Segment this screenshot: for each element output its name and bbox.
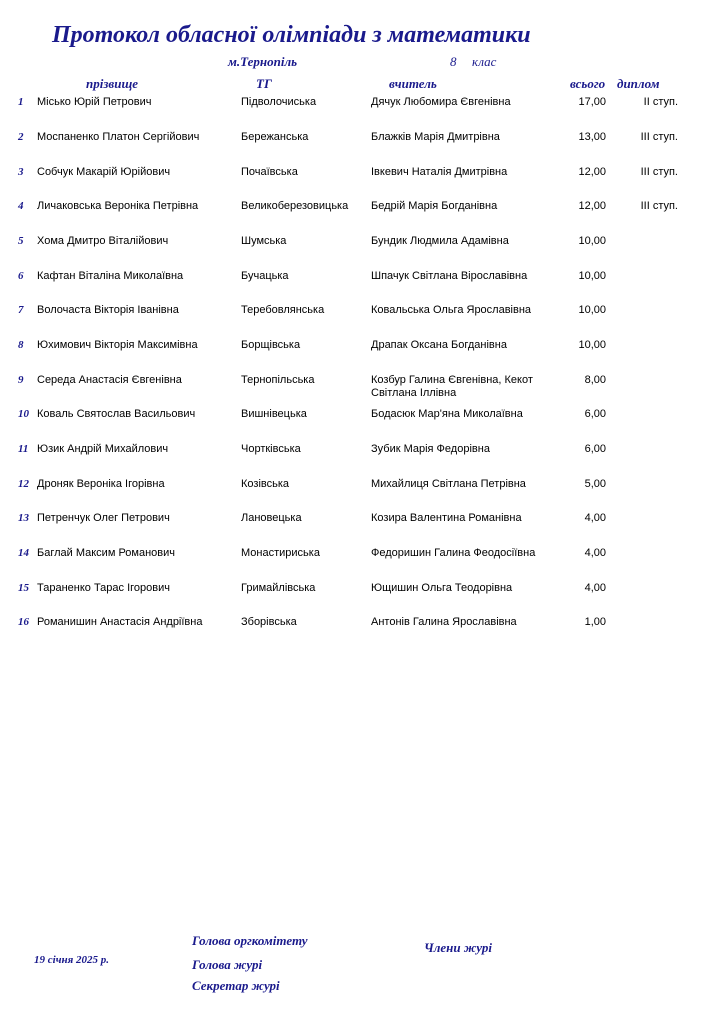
total-score: 4,00 bbox=[584, 582, 606, 594]
total-score: 6,00 bbox=[584, 443, 606, 455]
community-name: Підволочиська bbox=[241, 96, 317, 108]
teacher-name: Зубик Марія Федорівна bbox=[371, 443, 490, 455]
total-score: 1,00 bbox=[584, 616, 606, 628]
table-row bbox=[0, 166, 724, 200]
row-number: 1 bbox=[18, 96, 24, 108]
community-name: Козівська bbox=[241, 478, 290, 490]
total-score: 13,00 bbox=[578, 131, 606, 143]
city-label: м.Тернопіль bbox=[228, 54, 298, 69]
diploma-degree: ІІ ступ. bbox=[643, 96, 678, 108]
teacher-name: Шпачук Світлана Вірославівна bbox=[371, 270, 528, 282]
community-name: Вишнівецька bbox=[241, 408, 307, 420]
row-number: 14 bbox=[18, 547, 29, 559]
document-title: Протокол обласної олімпіади з математики bbox=[52, 22, 531, 48]
teacher-name: Драпак Оксана Богданівна bbox=[371, 339, 507, 351]
table-row bbox=[0, 339, 724, 373]
diploma-degree: ІІІ ступ. bbox=[640, 166, 678, 178]
teacher-name: Івкевич Наталія Дмитрівна bbox=[371, 166, 508, 178]
community-name: Шумська bbox=[241, 235, 287, 247]
total-score: 10,00 bbox=[578, 235, 606, 247]
student-name: Юхимович Вікторія Максимівна bbox=[37, 339, 198, 351]
community-name: Гримайлівська bbox=[241, 582, 316, 594]
grade-label: клас bbox=[472, 54, 497, 69]
student-name: Моспаненко Платон Сергійович bbox=[37, 131, 200, 143]
row-number: 13 bbox=[18, 512, 29, 524]
student-name: Волочаста Вікторія Іванівна bbox=[37, 304, 179, 316]
table-row bbox=[0, 235, 724, 269]
teacher-name: Бодасюк Мар'яна Миколаївна bbox=[371, 408, 523, 420]
table-row bbox=[0, 616, 724, 650]
grade-number: 8 bbox=[450, 54, 457, 69]
table-row bbox=[0, 582, 724, 616]
header-diploma: диплом bbox=[617, 76, 660, 91]
total-score: 10,00 bbox=[578, 270, 606, 282]
teacher-name: Козбур Галина Євгенівна, Кекот Світлана Іллівна bbox=[371, 374, 533, 399]
total-score: 12,00 bbox=[578, 166, 606, 178]
total-score: 10,00 bbox=[578, 339, 606, 351]
teacher-name: Блажків Марія Дмитрівна bbox=[371, 131, 500, 143]
head-jury-label: Голова журі bbox=[192, 957, 263, 972]
header-total: всього bbox=[570, 76, 606, 91]
diploma-degree: ІІІ ступ. bbox=[640, 200, 678, 212]
secretary-label: Секретар журі bbox=[192, 978, 280, 993]
table-row bbox=[0, 512, 724, 546]
table-row bbox=[0, 374, 724, 408]
row-number: 6 bbox=[18, 270, 24, 282]
community-name: Зборівська bbox=[241, 616, 297, 628]
teacher-name: Козира Валентина Романівна bbox=[371, 512, 522, 524]
total-score: 4,00 bbox=[584, 547, 606, 559]
student-name: Хома Дмитро Віталійович bbox=[37, 235, 169, 247]
row-number: 2 bbox=[18, 131, 24, 143]
header-surname: прізвище bbox=[86, 76, 139, 91]
student-name: Кафтан Віталіна Миколаївна bbox=[37, 270, 184, 282]
table-row bbox=[0, 408, 724, 442]
total-score: 5,00 bbox=[584, 478, 606, 490]
community-name: Чортківська bbox=[241, 443, 301, 455]
teacher-name: Дячук Любомира Євгенівна bbox=[371, 96, 511, 108]
student-name: Коваль Святослав Васильович bbox=[37, 408, 196, 420]
teacher-name: Бундик Людмила Адамівна bbox=[371, 235, 509, 247]
total-score: 8,00 bbox=[584, 374, 606, 386]
row-number: 8 bbox=[18, 339, 24, 351]
student-name: Романишин Анастасія Андріївна bbox=[37, 616, 203, 628]
teacher-name: Ковальська Ольга Ярославівна bbox=[371, 304, 532, 316]
row-number: 7 bbox=[18, 304, 24, 316]
student-name: Дроняк Вероніка Ігорівна bbox=[37, 478, 165, 490]
row-number: 11 bbox=[18, 443, 29, 455]
header-tg: ТГ bbox=[256, 76, 272, 91]
row-number: 5 bbox=[18, 235, 24, 247]
teacher-name: Ющишин Ольга Теодорівна bbox=[371, 582, 513, 594]
community-name: Бережанська bbox=[241, 131, 309, 143]
total-score: 4,00 bbox=[584, 512, 606, 524]
community-name: Бучацька bbox=[241, 270, 289, 282]
teacher-name: Федоришин Галина Феодосіївна bbox=[371, 547, 536, 559]
table-row bbox=[0, 270, 724, 304]
header-teacher: вчитель bbox=[389, 76, 437, 91]
jury-members-label: Члени журі bbox=[424, 940, 492, 955]
total-score: 6,00 bbox=[584, 408, 606, 420]
row-number: 15 bbox=[18, 582, 29, 594]
student-name: Собчук Макарій Юрійович bbox=[37, 166, 171, 178]
student-name: Баглай Максим Романович bbox=[37, 547, 176, 559]
community-name: Монастириська bbox=[241, 547, 320, 559]
table-row bbox=[0, 96, 724, 130]
row-number: 4 bbox=[18, 200, 24, 212]
student-name: Юзик Андрій Михайлович bbox=[37, 443, 169, 455]
total-score: 12,00 bbox=[578, 200, 606, 212]
row-number: 9 bbox=[18, 374, 24, 386]
row-number: 3 bbox=[18, 166, 24, 178]
community-name: Лановецька bbox=[241, 512, 302, 524]
community-name: Великоберезовицька bbox=[241, 200, 349, 212]
table-row bbox=[0, 131, 724, 165]
student-name: Петренчук Олег Петрович bbox=[37, 512, 170, 524]
community-name: Почаївська bbox=[241, 166, 298, 178]
table-row bbox=[0, 200, 724, 234]
student-name: Місько Юрій Петрович bbox=[37, 96, 152, 108]
table-row bbox=[0, 478, 724, 512]
student-name: Тараненко Тарас Ігорович bbox=[37, 582, 170, 594]
teacher-name: Михайлиця Світлана Петрівна bbox=[371, 478, 526, 490]
total-score: 17,00 bbox=[578, 96, 606, 108]
student-name: Середа Анастасія Євгенівна bbox=[37, 374, 182, 386]
row-number: 12 bbox=[18, 478, 29, 490]
head-orgcommittee-label: Голова оргкомітету bbox=[192, 933, 308, 948]
row-number: 10 bbox=[18, 408, 29, 420]
teacher-name: Бедрій Марія Богданівна bbox=[371, 200, 498, 212]
diploma-degree: ІІІ ступ. bbox=[640, 131, 678, 143]
student-name: Личаковська Вероніка Петрівна bbox=[37, 200, 199, 212]
community-name: Теребовлянська bbox=[241, 304, 325, 316]
table-row bbox=[0, 547, 724, 581]
community-name: Тернопільська bbox=[241, 374, 315, 386]
community-name: Борщівська bbox=[241, 339, 301, 351]
table-row bbox=[0, 443, 724, 477]
total-score: 10,00 bbox=[578, 304, 606, 316]
row-number: 16 bbox=[18, 616, 29, 628]
protocol-date: 19 січня 2025 р. bbox=[34, 954, 109, 966]
table-row bbox=[0, 304, 724, 338]
teacher-name: Антонів Галина Ярославівна bbox=[371, 616, 517, 628]
